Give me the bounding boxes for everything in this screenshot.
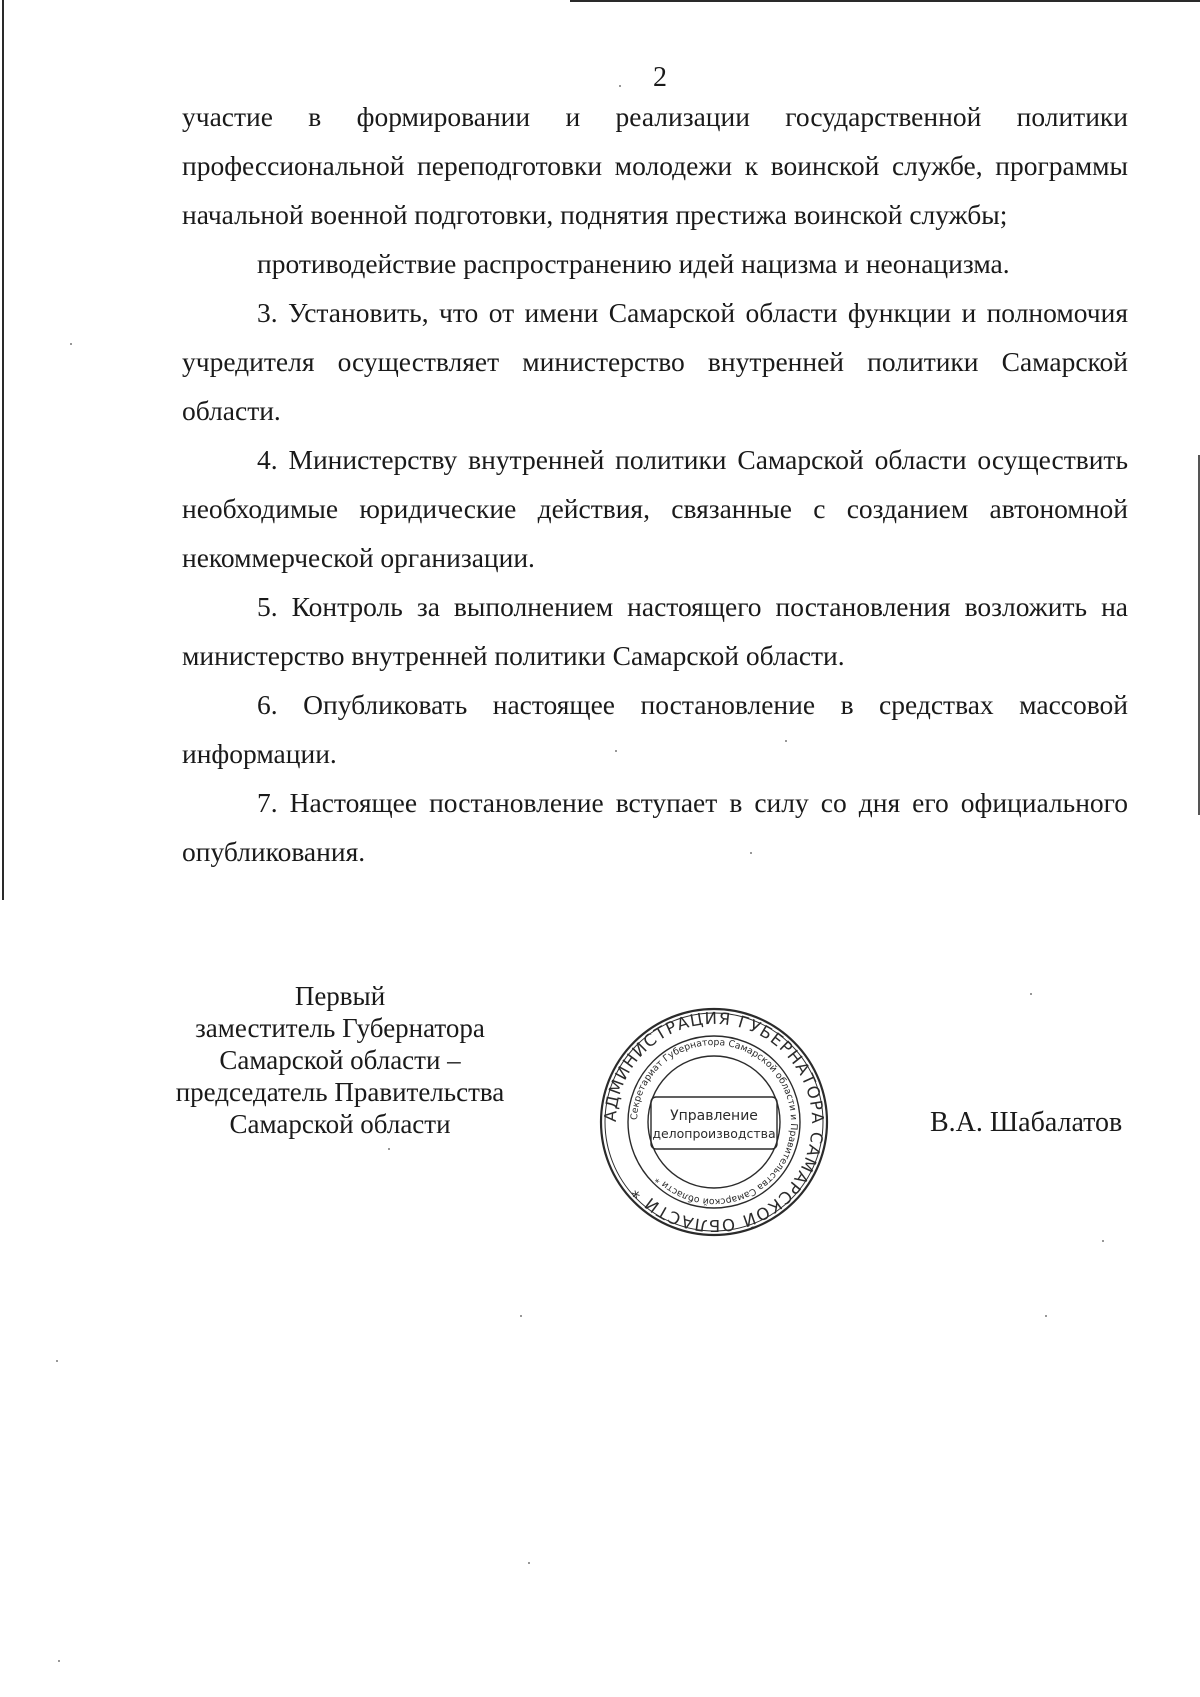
seal-inner-text: Секретариат Губернатора Самарской области и Правительства Самарской области * — [628, 1036, 800, 1208]
official-seal-stamp — [597, 1005, 831, 1239]
signatory-position-line: Самарской области – — [219, 1045, 461, 1075]
signatory-position-line: председатель Правительства — [175, 1077, 505, 1107]
scan-speck — [615, 750, 617, 752]
scan-speck — [1030, 993, 1032, 995]
signatory-name: В.А. Шабалатов — [930, 1107, 1123, 1138]
paragraph-item-5: 5. Контроль за выполнением настоящего постановления возложить на министерство внутренней политики Самарской области. — [182, 591, 1128, 671]
scan-speck — [56, 1360, 58, 1362]
paragraph-participation: участие в формировании и реализации государственной политики профессиональной переподготовки молодежи к воинской службе, программы начальной военной подготовки, поднятия престижа воинской службы; — [182, 101, 1128, 230]
seal-center-line-2: делопроизводства — [652, 1126, 776, 1141]
paragraph-item-6: 6. Опубликовать настоящее постановление в средствах массовой информации. — [182, 689, 1128, 769]
seal-outer-text: АДМИНИСТРАЦИЯ ГУБЕРНАТОРА САМАРСКОЙ ОБЛАСТИ * — [600, 1008, 828, 1236]
scan-speck — [520, 1315, 522, 1317]
scan-speck — [1102, 1240, 1104, 1242]
paragraph-item-4: 4. Министерству внутренней политики Самарской области осуществить необходимые юридические действия, связанные с созданием автономной некоммерческой организации. — [182, 444, 1128, 573]
signatory-position-line: заместитель Губернатора — [195, 1013, 485, 1043]
scan-edge-top — [570, 0, 1200, 2]
scan-speck — [750, 852, 752, 854]
signatory-position-line: Первый — [294, 981, 386, 1011]
signatory-position — [160, 980, 520, 1140]
scan-speck — [388, 1148, 390, 1150]
scan-speck — [785, 740, 787, 742]
scan-speck — [1045, 1315, 1047, 1317]
page-number: 2 — [653, 62, 667, 93]
scan-speck — [528, 1562, 530, 1564]
scan-edge-left — [2, 0, 4, 900]
signatory-position-line: Самарской области — [229, 1109, 451, 1139]
scan-speck — [70, 343, 72, 345]
seal-center-line-1: Управление — [670, 1108, 758, 1124]
document-body — [182, 92, 1128, 876]
scan-speck — [619, 85, 621, 87]
paragraph-counteraction: противодействие распространению идей нацизма и неонацизма. — [257, 248, 1010, 279]
paragraph-item-7: 7. Настоящее постановление вступает в силу со дня его официального опубликования. — [182, 787, 1128, 867]
paragraph-item-3: 3. Установить, что от имени Самарской области функции и полномочия учредителя осуществляет министерство внутренней политики Самарской области. — [182, 297, 1128, 426]
seal-graphic — [597, 1005, 831, 1239]
scan-speck — [58, 1660, 60, 1662]
